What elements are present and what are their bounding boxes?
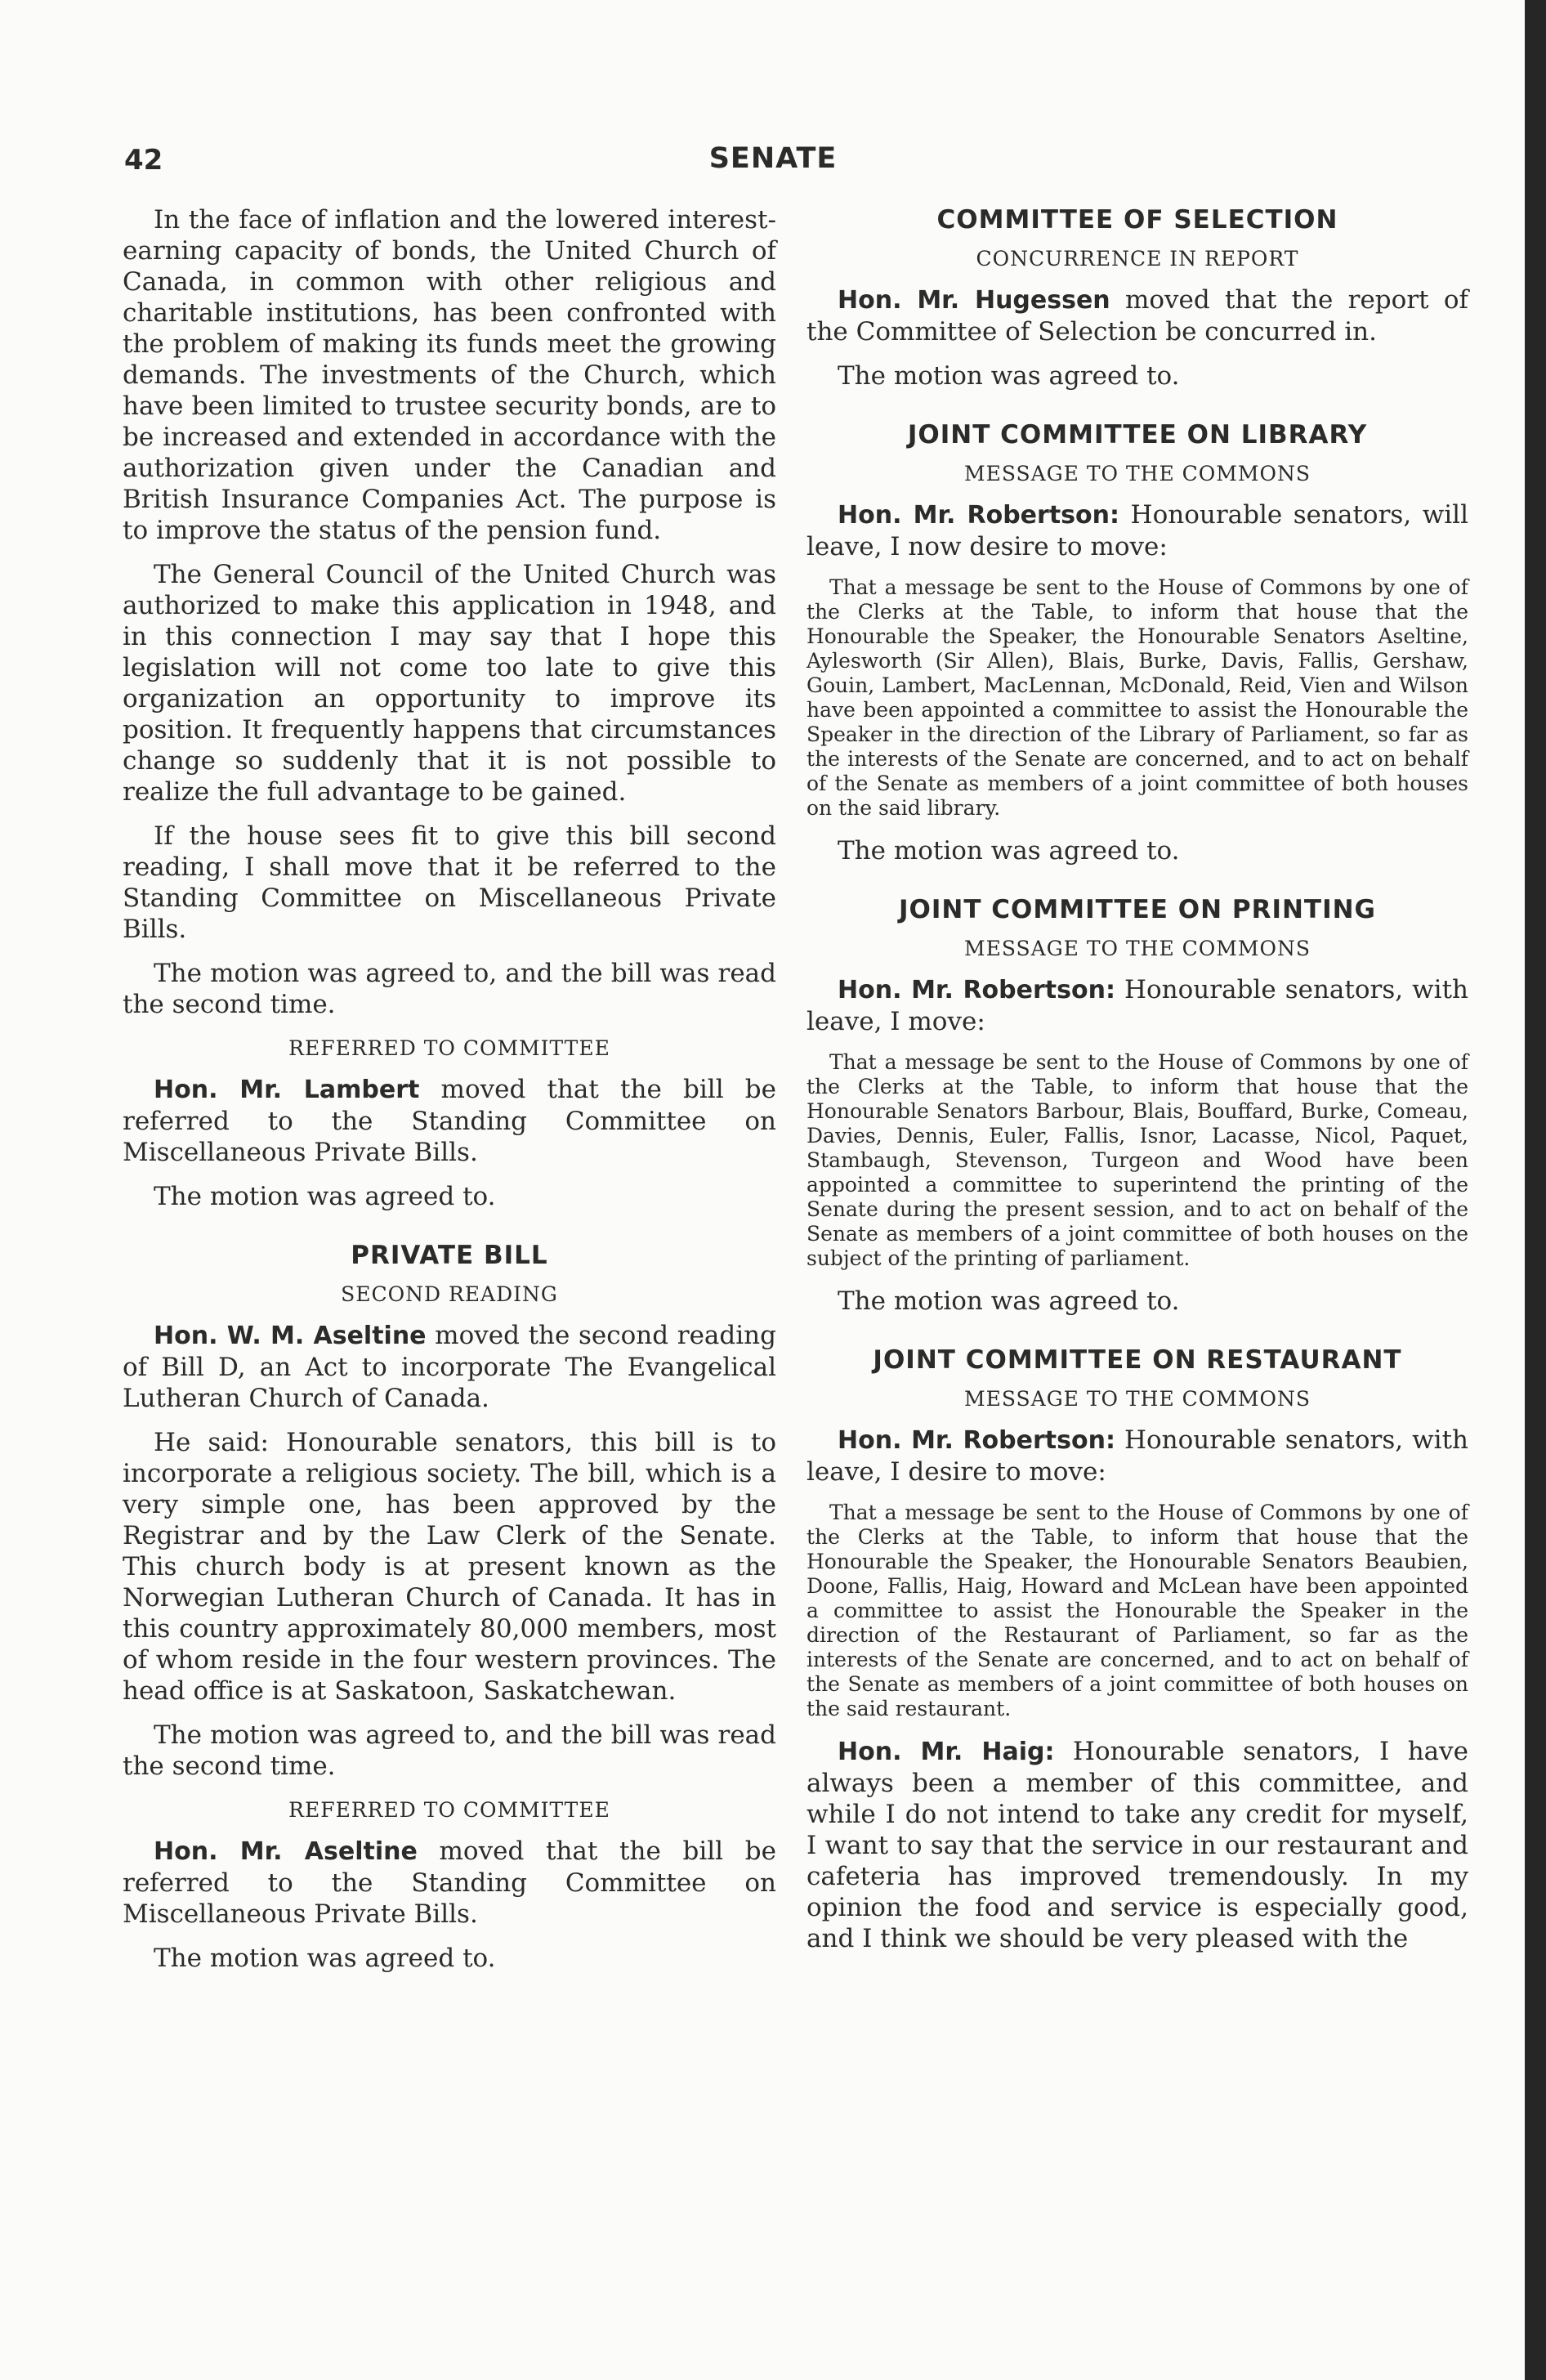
speaker-name: Hon. Mr. Robertson: — [838, 501, 1119, 530]
speaker-name: Hon. Mr. Hugessen — [838, 286, 1110, 315]
speaker-name: Hon. Mr. Haig: — [838, 1738, 1055, 1766]
speech-text: Honourable senators, with leave, I desire to move: — [807, 1425, 1468, 1487]
paragraph — [123, 1074, 776, 1168]
speaker-name: Hon. Mr. Aseltine — [154, 1837, 418, 1866]
subheading: REFERRED TO COMMITTEE — [288, 1798, 610, 1822]
subheading: MESSAGE TO THE COMMONS — [964, 937, 1311, 960]
paragraph: The General Council of the United Church was authorized to make this application in 1948, and in this connection I may say that I hope this legislation will not come too late to give this organization an opportunity to improve its position. It frequently happens that circumstances change so suddenly that it is not possible to realize the full advantage to be gained. — [123, 560, 776, 807]
paragraph: The motion was agreed to. — [154, 1182, 496, 1211]
speaker-name: Hon. Mr. Lambert — [154, 1076, 420, 1104]
subheading: MESSAGE TO THE COMMONS — [964, 1387, 1311, 1411]
subheading: REFERRED TO COMMITTEE — [288, 1036, 610, 1060]
paragraph — [807, 1425, 1468, 1488]
speech-text: Honourable senators, will leave, I now desire to move: — [807, 500, 1468, 561]
right-column — [807, 204, 1468, 1967]
section-heading: JOINT COMMITTEE ON RESTAURANT — [873, 1345, 1402, 1375]
paragraph — [807, 499, 1468, 562]
paragraph: The motion was agreed to, and the bill was read the second time. — [123, 1720, 776, 1781]
speaker-name: Hon. W. M. Aseltine — [154, 1322, 427, 1350]
paragraph: The motion was agreed to. — [838, 1286, 1180, 1316]
paragraph: In the face of inflation and the lowered interest-earning capacity of bonds, the United Church of Canada, in common with other religious and charitable institutions, has been confronted with the problem of making its funds meet the growing demands. The investments of the Church, which have been limited to trustee security bonds, are to be increased and extended in accordance with the authorization given under the Canadian and British Insurance Companies Act. The purpose is to improve the status of the pension fund. — [123, 205, 776, 545]
quoted-motion: That a message be sent to the House of Commons by one of the Clerks at the Table, to inform that house that the Honourable the Speaker, the Honourable Senators Beaubien, Doone, Fallis, Haig, Howard and McLean have been appointed a committee to assist the Honourable the Speaker in the direction of the Restaurant of Parliament, so far as the interests of the Senate are concerned, and to act on behalf of the Senate as members of a joint committee of both houses on the said restaurant. — [807, 1501, 1468, 1720]
speech-text: moved that the report of the Committee of Selection be concurred in. — [807, 285, 1468, 347]
paragraph — [807, 284, 1468, 347]
quoted-motion: That a message be sent to the House of Commons by one of the Clerks at the Table, to inform that house that the Honourable the Speaker, the Honourable Senators Aseltine, Aylesworth (Sir Allen), Blais, Burke, Davis, Fallis, Gershaw, Gouin, Lambert, MacLennan, McDonald, Reid, Vien and Wilson have been appointed a committee to assist the Honourable the Speaker in the direction of the Library of Parliament, so far as the interests of the Senate are concerned, and to act on behalf of the Senate as members of a joint committee of both houses on the said library. — [807, 575, 1468, 820]
paragraph — [807, 1736, 1468, 1954]
subheading: SECOND READING — [341, 1282, 558, 1306]
subheading: CONCURRENCE IN REPORT — [976, 247, 1299, 271]
speaker-name: Hon. Mr. Robertson: — [838, 976, 1115, 1004]
paragraph: The motion was agreed to. — [838, 361, 1180, 391]
quoted-motion: That a message be sent to the House of Commons by one of the Clerks at the Table, to inform that house that the Honourable Senators Barbour, Blais, Bouffard, Burke, Comeau, Davies, Dennis, Euler, Fallis, Isnor, Lacasse, Nicol, Paquet, Stambaugh, Stevenson, Turgeon and Wood have been appointed a committee to superintend the printing of the Senate during the present session, and to act on behalf of the Senate as members of a joint committee of both houses on the subject of the printing of parliament. — [807, 1050, 1468, 1270]
subheading: MESSAGE TO THE COMMONS — [964, 462, 1311, 485]
speech-text: Honourable senators, with leave, I move: — [807, 975, 1468, 1036]
paragraph — [123, 1320, 776, 1414]
paragraph — [123, 1836, 776, 1930]
section-heading: JOINT COMMITTEE ON PRINTING — [898, 895, 1377, 924]
speech-text: moved that the bill be referred to the Standing Committee on Miscellaneous Private Bills. — [123, 1836, 776, 1929]
page-header — [0, 141, 1546, 181]
left-column — [123, 204, 776, 1987]
speech-text: moved that the bill be referred to the Standing Committee on Miscellaneous Private Bills. — [123, 1075, 776, 1167]
page-number: 42 — [124, 144, 163, 177]
speech-text: Honourable senators, I have always been a member of this committee, and while I do not intend to take any credit for myself, I want to say that the service in our restaurant and cafeteria has improved tremendously. In my opinion the food and service is especially good, and I think we should be very pleased with the — [807, 1737, 1468, 1953]
running-title: SENATE — [708, 142, 838, 175]
paragraph: The motion was agreed to. — [838, 836, 1180, 866]
section-heading: COMMITTEE OF SELECTION — [936, 205, 1338, 235]
paragraph: If the house sees fit to give this bill second reading, I shall move that it be referred to the Standing Committee on Miscellaneous Private Bills. — [123, 821, 776, 944]
paragraph: He said: Honourable senators, this bill is to incorporate a religious society. The bill, which is a very simple one, has been approved by the Registrar and by the Law Clerk of the Senate. This church body is at present known as the Norwegian Lutheran Church of Canada. It has in this country approximately 80,000 members, most of whom reside in the four western provinces. The head office is at Saskatoon, Saskatchewan. — [123, 1428, 776, 1706]
page-edge-shadow — [1525, 0, 1546, 2380]
paragraph: The motion was agreed to. — [154, 1944, 496, 1973]
paragraph: The motion was agreed to, and the bill was read the second time. — [123, 959, 776, 1019]
paragraph — [807, 974, 1468, 1037]
speech-text: moved the second reading of Bill D, an Act to incorporate The Evangelical Lutheran Church of Canada. — [123, 1321, 776, 1413]
section-heading: PRIVATE BILL — [351, 1241, 548, 1270]
speaker-name: Hon. Mr. Robertson: — [838, 1426, 1115, 1455]
section-heading: JOINT COMMITTEE ON LIBRARY — [907, 420, 1368, 450]
